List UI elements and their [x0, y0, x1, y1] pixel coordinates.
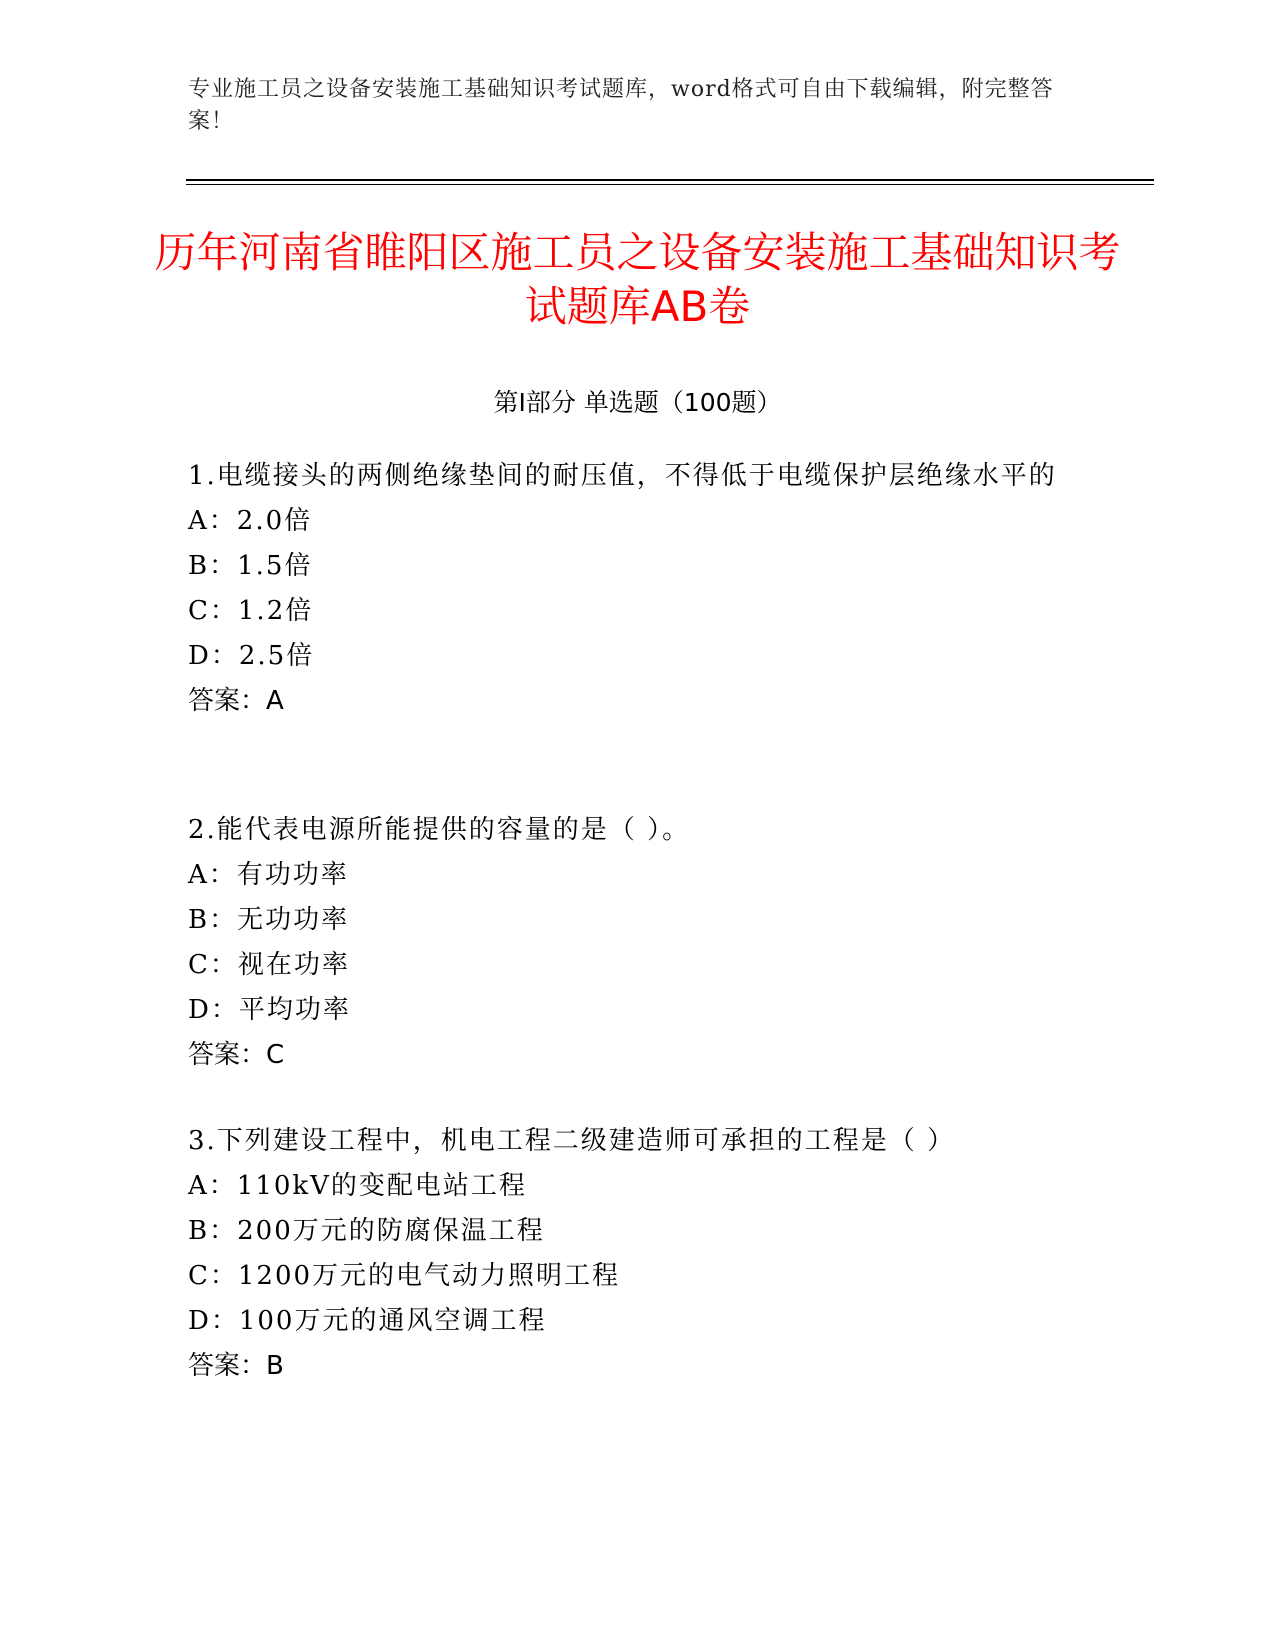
header-divider-thick — [186, 179, 1154, 181]
header-divider-thin — [186, 184, 1154, 185]
option-d: D：平均功率 — [188, 995, 351, 1025]
document-title: 历年河南省睢阳区施工员之设备安装施工基础知识考试题库AB卷 — [154, 228, 1121, 331]
option-d: D：100万元的通风空调工程 — [188, 1306, 547, 1336]
question-stem: 3.下列建设工程中，机电工程二级建造师可承担的工程是（ ） — [188, 1126, 956, 1156]
question-3 — [188, 1119, 1088, 1389]
option-b: B：无功功率 — [188, 905, 350, 935]
header-note: 专业施工员之设备安装施工基础知识考试题库，word格式可自由下载编辑，附完整答案！ — [188, 77, 1054, 134]
option-d: D：2.5倍 — [188, 641, 315, 671]
option-a: A：110kV的变配电站工程 — [188, 1171, 527, 1201]
answer-line: 答案：B — [188, 1351, 284, 1381]
answer-line: 答案：C — [188, 1040, 285, 1070]
option-b: B：200万元的防腐保温工程 — [188, 1216, 545, 1246]
option-b: B：1.5倍 — [188, 551, 313, 581]
question-1 — [188, 454, 1088, 724]
question-2 — [188, 808, 1088, 1078]
section-heading: 第Ⅰ部分 单选题（100题） — [493, 388, 782, 417]
option-c: C：1.2倍 — [188, 596, 314, 626]
question-stem: 2.能代表电源所能提供的容量的是（ ）。 — [188, 815, 691, 845]
answer-line: 答案：A — [188, 686, 284, 716]
option-a: A：有功功率 — [188, 860, 349, 890]
option-c: C：视在功率 — [188, 950, 350, 980]
option-a: A：2.0倍 — [188, 506, 313, 536]
question-stem: 1.电缆接头的两侧绝缘垫间的耐压值，不得低于电缆保护层绝缘水平的 — [188, 461, 1057, 491]
option-c: C：1200万元的电气动力照明工程 — [188, 1261, 621, 1291]
